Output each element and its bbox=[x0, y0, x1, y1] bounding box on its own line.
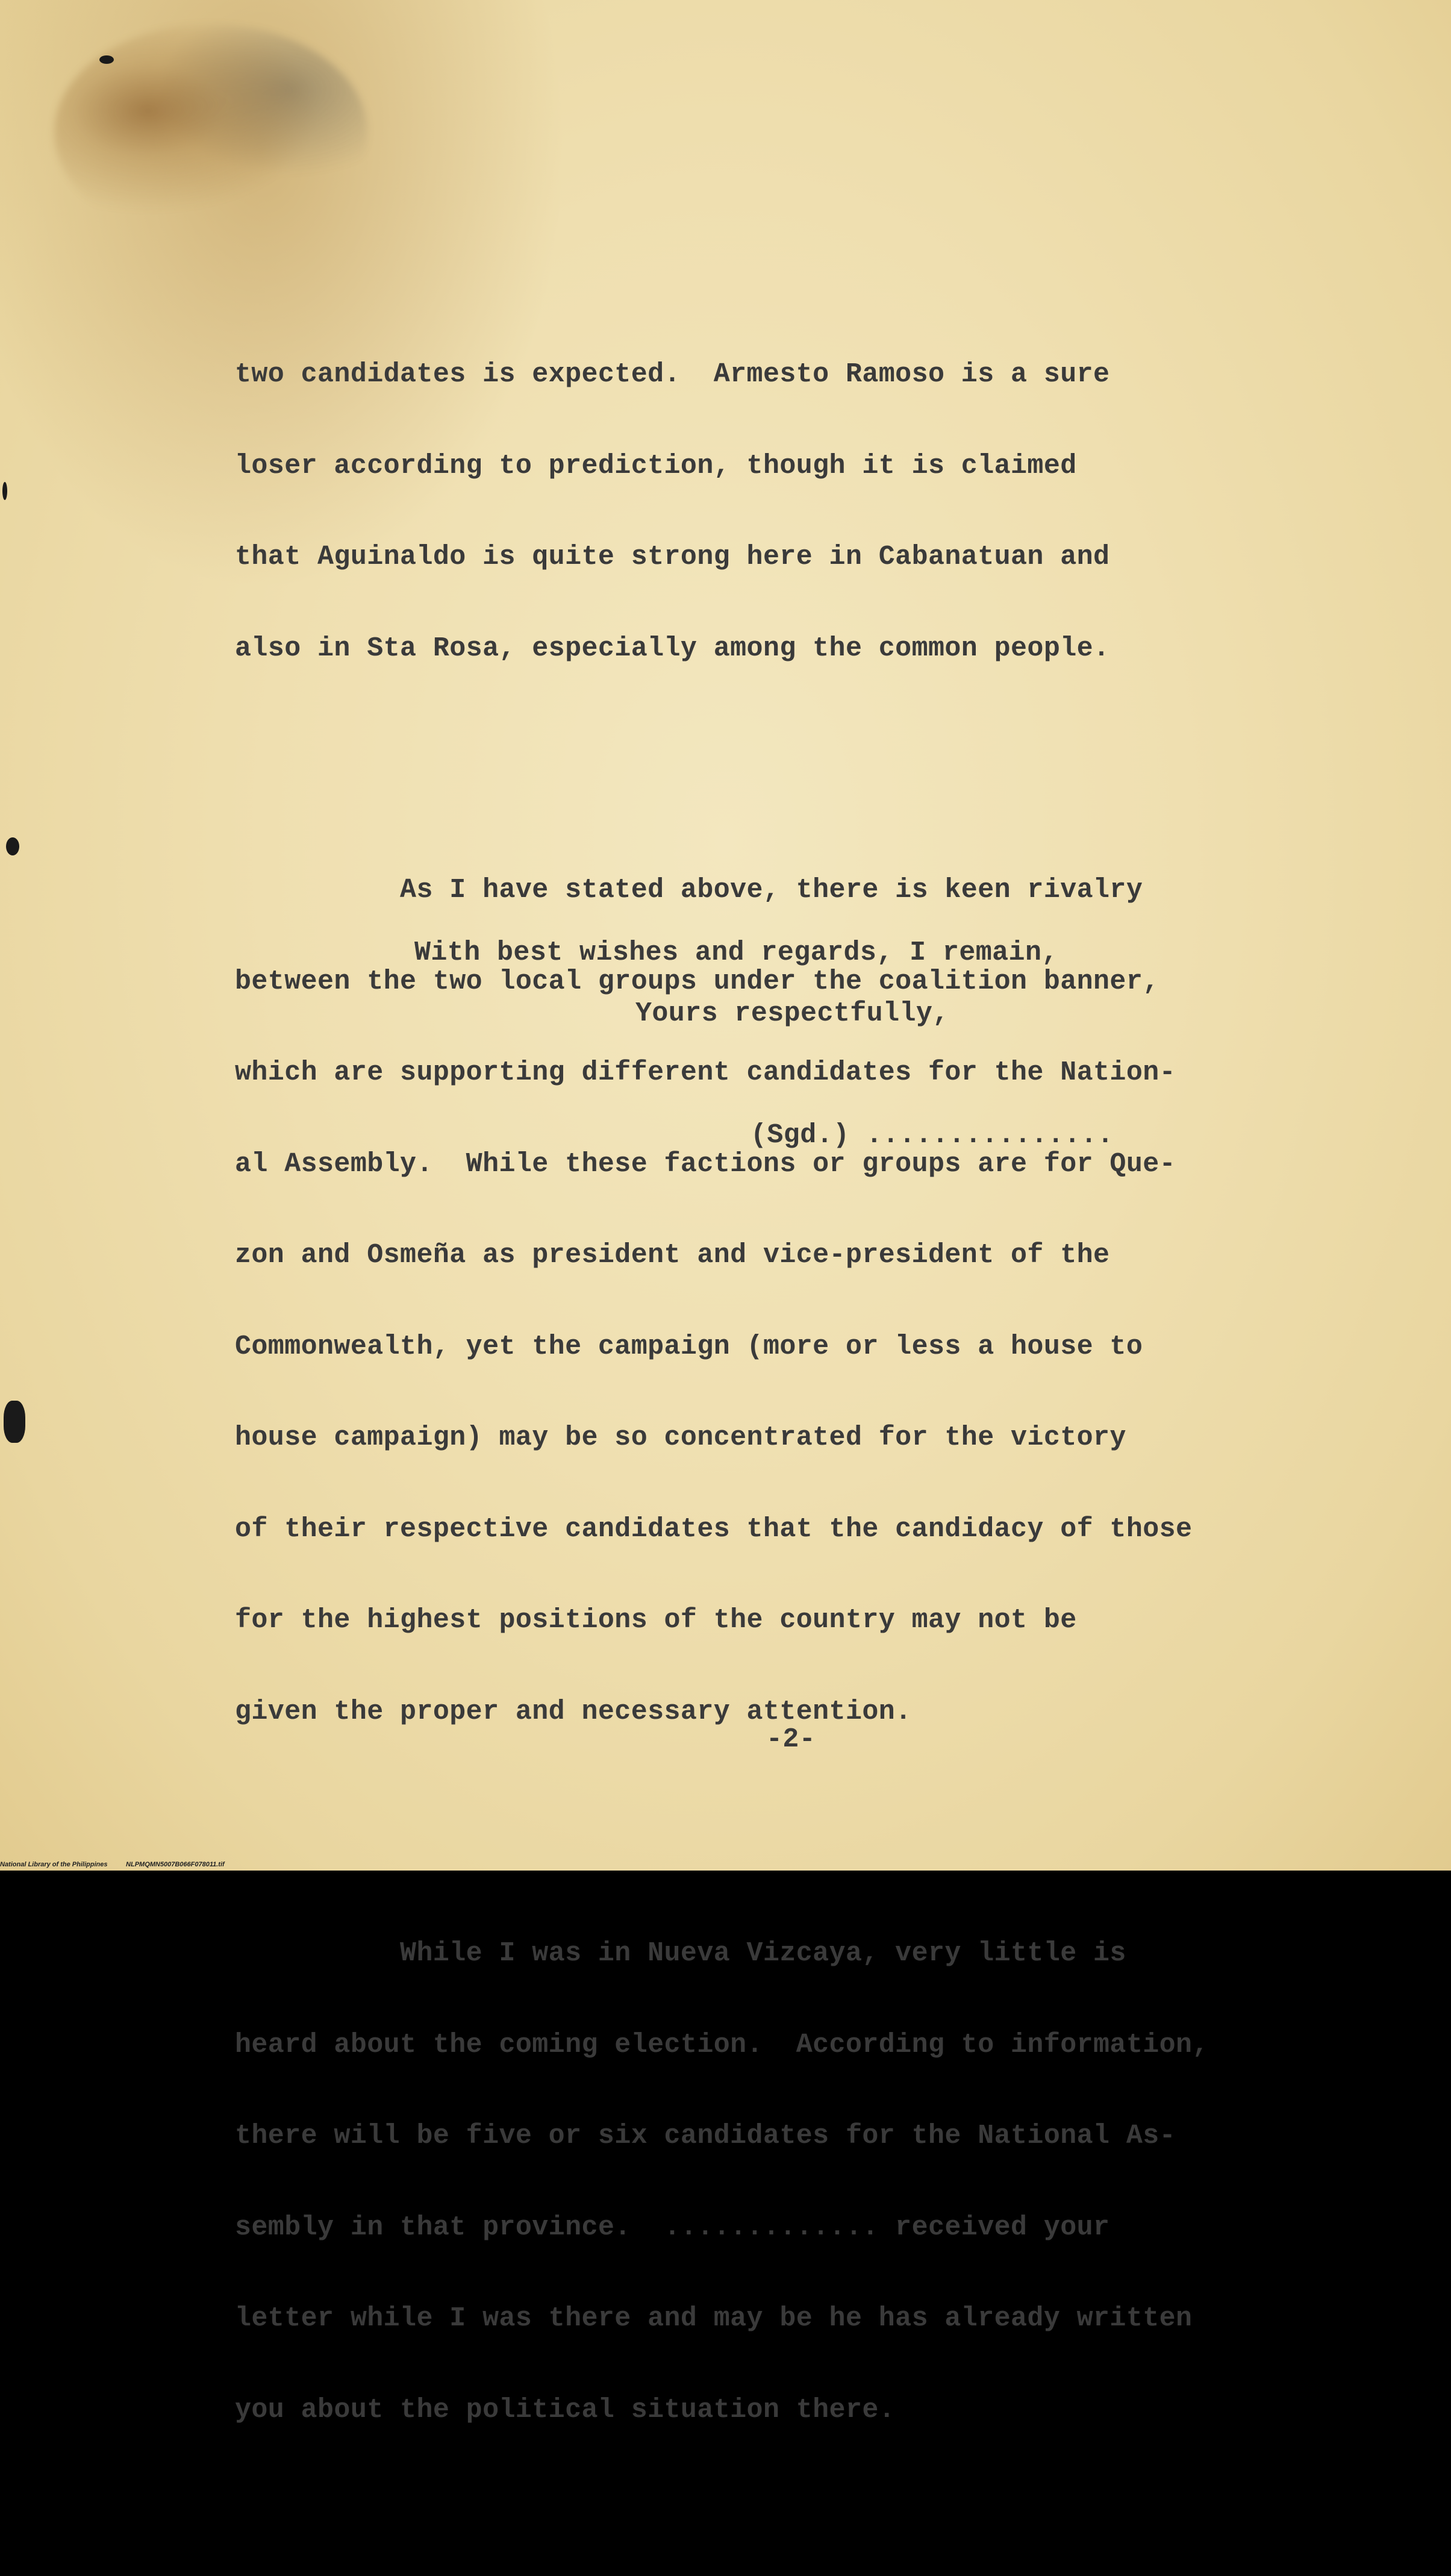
text-line: of their respective candidates that the candidacy of those bbox=[235, 1513, 1193, 1545]
text-line: which are supporting different candidates for the Nation- bbox=[235, 1057, 1176, 1088]
ink-speck bbox=[4, 1401, 25, 1443]
text-line: al Assembly. While these factions or groups are for Que- bbox=[235, 1148, 1176, 1180]
text-line: given the proper and necessary attention. bbox=[235, 1696, 912, 1727]
ink-speck bbox=[2, 482, 7, 500]
signature: (Sgd.) ............... bbox=[750, 1120, 1114, 1151]
paragraph-1 bbox=[235, 299, 1349, 725]
text-line: letter while I was there and may be he has already written bbox=[235, 2303, 1193, 2334]
text-line: loser according to prediction, though it is claimed bbox=[235, 450, 1077, 481]
text-line: also in Sta Rosa, especially among the common people. bbox=[235, 633, 1110, 664]
text-line: house campaign) may be so concentrated for the victory bbox=[235, 1422, 1126, 1453]
text-line: between the two local groups under the coalition banner, bbox=[235, 966, 1159, 997]
paragraph-3 bbox=[235, 1878, 1349, 2486]
text-line: Commonwealth, yet the campaign (more or less a house to bbox=[235, 1331, 1143, 1362]
text-line: for the highest positions of the country may not be bbox=[235, 1605, 1077, 1636]
ink-speck bbox=[6, 837, 19, 855]
text-line: zon and Osmeña as president and vice-president of the bbox=[235, 1240, 1110, 1271]
text-line: As I have stated above, there is keen rivalry bbox=[235, 875, 1143, 905]
text-line: you about the political situation there. bbox=[235, 2394, 896, 2425]
text-line: that Aguinaldo is quite strong here in Cabanatuan and bbox=[235, 542, 1110, 572]
text-line: While I was in Nueva Vizcaya, very little is bbox=[235, 1938, 1126, 1969]
file-id: NLPMQMN5007B066F078011.tif bbox=[126, 1861, 225, 1868]
page-number: -2- bbox=[766, 1724, 816, 1755]
letter-body bbox=[235, 238, 1349, 2576]
text-line: there will be five or six candidates for the National As- bbox=[235, 2121, 1176, 2151]
ink-speck bbox=[99, 55, 114, 64]
closing-line: With best wishes and regards, I remain, bbox=[414, 937, 1058, 968]
archive-footer bbox=[0, 1861, 225, 1868]
library-name: National Library of the Philippines bbox=[0, 1861, 108, 1868]
text-line: heard about the coming election. According to information, bbox=[235, 2029, 1209, 2060]
text-line: two candidates is expected. Armesto Ramoso is a sure bbox=[235, 359, 1110, 390]
text-line: sembly in that province. ............. received your bbox=[235, 2212, 1110, 2243]
valediction: Yours respectfully, bbox=[635, 998, 949, 1029]
